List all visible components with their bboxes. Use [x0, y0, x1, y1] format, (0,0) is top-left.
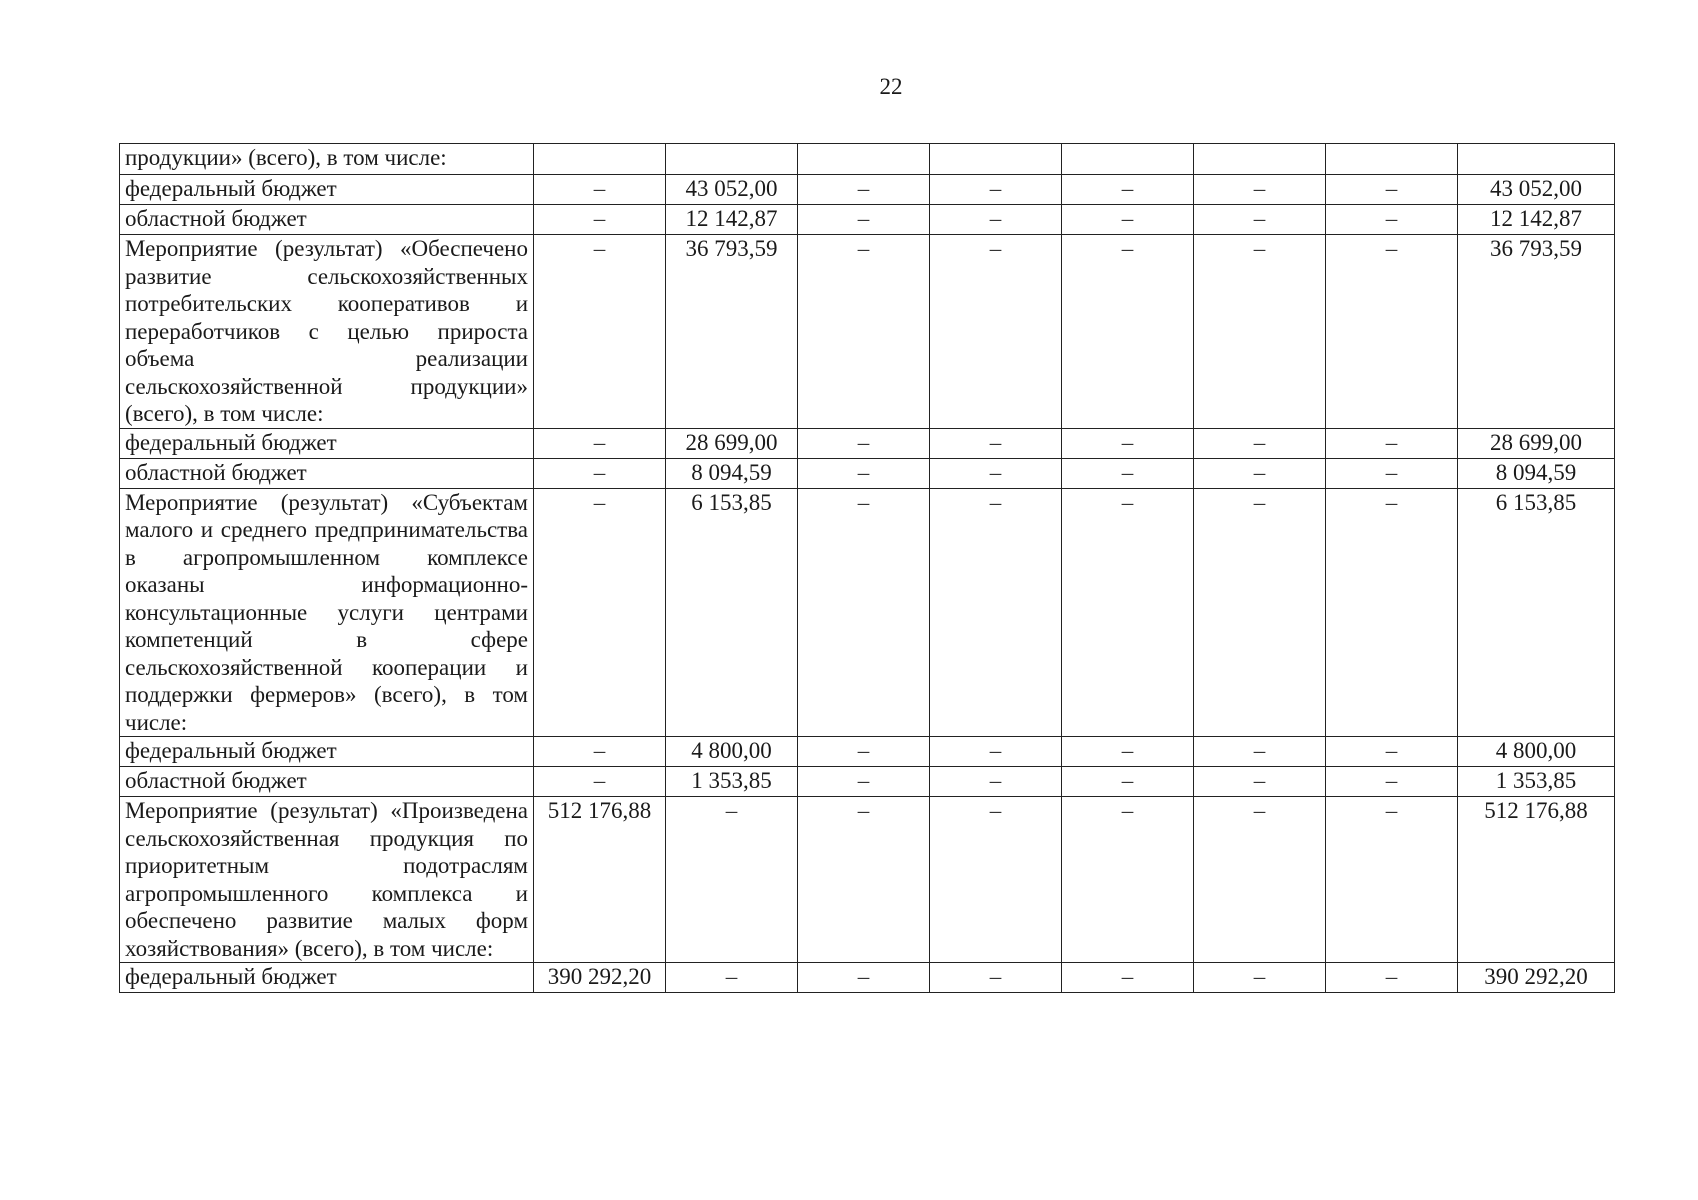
year-value-cell: –	[1326, 488, 1458, 737]
year-value-cell: –	[1194, 205, 1326, 235]
year-value-cell: –	[1062, 428, 1194, 458]
year-value-cell	[666, 144, 798, 175]
year-value-cell: –	[930, 488, 1062, 737]
row-label-cell: федеральный бюджет	[120, 963, 534, 993]
year-value-cell: –	[1062, 235, 1194, 429]
year-value-cell: –	[1062, 175, 1194, 205]
year-value-cell: –	[1194, 458, 1326, 488]
total-value-cell	[1458, 144, 1615, 175]
year-value-cell: –	[798, 428, 930, 458]
year-value-cell: –	[1326, 737, 1458, 767]
total-value-cell: 28 699,00	[1458, 428, 1615, 458]
year-value-cell: –	[1194, 767, 1326, 797]
total-value-cell: 512 176,88	[1458, 797, 1615, 963]
year-value-cell	[930, 144, 1062, 175]
year-value-cell: 512 176,88	[534, 797, 666, 963]
year-value-cell: –	[798, 175, 930, 205]
year-value-cell: –	[1326, 458, 1458, 488]
year-value-cell: 36 793,59	[666, 235, 798, 429]
year-value-cell: 4 800,00	[666, 737, 798, 767]
row-label-cell: Мероприятие (результат) «Субъектам малого и среднего предпринимательства в агропромышленном комплексе оказаны информационно-консультационные услуги центрами компетенций в сфере сельскохозяйственной кооперации и поддержки фермеров» (всего), в том числе:	[120, 488, 534, 737]
year-value-cell: –	[1326, 205, 1458, 235]
year-value-cell	[1194, 144, 1326, 175]
year-value-cell: 390 292,20	[534, 963, 666, 993]
year-value-cell: –	[1326, 797, 1458, 963]
year-value-cell: –	[798, 488, 930, 737]
year-value-cell: –	[1326, 963, 1458, 993]
year-value-cell	[798, 144, 930, 175]
total-value-cell: 1 353,85	[1458, 767, 1615, 797]
year-value-cell: 28 699,00	[666, 428, 798, 458]
row-label-cell: федеральный бюджет	[120, 737, 534, 767]
year-value-cell: –	[930, 235, 1062, 429]
year-value-cell: 6 153,85	[666, 488, 798, 737]
year-value-cell: –	[534, 428, 666, 458]
year-value-cell: –	[666, 797, 798, 963]
table-row	[120, 175, 1615, 205]
row-label-cell: федеральный бюджет	[120, 428, 534, 458]
year-value-cell: –	[1194, 428, 1326, 458]
year-value-cell: –	[930, 737, 1062, 767]
year-value-cell: –	[930, 428, 1062, 458]
year-value-cell: –	[1062, 797, 1194, 963]
year-value-cell: –	[1062, 767, 1194, 797]
year-value-cell: –	[1194, 488, 1326, 737]
year-value-cell: –	[1194, 963, 1326, 993]
table-row	[120, 428, 1615, 458]
table-row	[120, 797, 1615, 963]
year-value-cell: 1 353,85	[666, 767, 798, 797]
year-value-cell: –	[534, 205, 666, 235]
year-value-cell: –	[1194, 175, 1326, 205]
year-value-cell	[534, 144, 666, 175]
table-row	[120, 737, 1615, 767]
year-value-cell: –	[1194, 737, 1326, 767]
row-label-cell: областной бюджет	[120, 205, 534, 235]
budget-table	[119, 143, 1615, 993]
year-value-cell: –	[534, 737, 666, 767]
total-value-cell: 390 292,20	[1458, 963, 1615, 993]
year-value-cell: –	[798, 205, 930, 235]
row-label-cell: федеральный бюджет	[120, 175, 534, 205]
year-value-cell: 43 052,00	[666, 175, 798, 205]
row-label-cell: Мероприятие (результат) «Обеспечено развитие сельскохозяйственных потребительских кооперативов и переработчиков с целью прироста объема реализации сельскохозяйственной продукции» (всего), в том числе:	[120, 235, 534, 429]
table-row	[120, 235, 1615, 429]
year-value-cell: –	[930, 963, 1062, 993]
year-value-cell: –	[930, 205, 1062, 235]
table-row	[120, 767, 1615, 797]
table-row	[120, 205, 1615, 235]
year-value-cell: 12 142,87	[666, 205, 798, 235]
year-value-cell: –	[1062, 458, 1194, 488]
year-value-cell: –	[534, 235, 666, 429]
row-label-cell: областной бюджет	[120, 458, 534, 488]
year-value-cell: –	[1326, 175, 1458, 205]
total-value-cell: 43 052,00	[1458, 175, 1615, 205]
year-value-cell: –	[1326, 767, 1458, 797]
total-value-cell: 6 153,85	[1458, 488, 1615, 737]
table-row	[120, 458, 1615, 488]
table-row	[120, 144, 1615, 175]
year-value-cell: –	[1326, 428, 1458, 458]
row-label-cell: Мероприятие (результат) «Произведена сельскохозяйственная продукция по приоритетным подотраслям агропромышленного комплекса и обеспечено развитие малых форм хозяйствования» (всего), в том числе:	[120, 797, 534, 963]
total-value-cell: 36 793,59	[1458, 235, 1615, 429]
year-value-cell: –	[666, 963, 798, 993]
year-value-cell: –	[798, 963, 930, 993]
year-value-cell: –	[798, 458, 930, 488]
year-value-cell: –	[930, 797, 1062, 963]
year-value-cell: 8 094,59	[666, 458, 798, 488]
total-value-cell: 4 800,00	[1458, 737, 1615, 767]
year-value-cell: –	[534, 175, 666, 205]
year-value-cell: –	[930, 767, 1062, 797]
year-value-cell: –	[534, 458, 666, 488]
year-value-cell: –	[1062, 737, 1194, 767]
row-label-cell: областной бюджет	[120, 767, 534, 797]
year-value-cell: –	[1062, 488, 1194, 737]
year-value-cell: –	[930, 175, 1062, 205]
year-value-cell: –	[798, 737, 930, 767]
page-number: 22	[879, 74, 903, 99]
year-value-cell: –	[534, 488, 666, 737]
total-value-cell: 12 142,87	[1458, 205, 1615, 235]
row-label-cell: продукции» (всего), в том числе:	[120, 144, 534, 175]
year-value-cell: –	[798, 767, 930, 797]
year-value-cell: –	[1194, 797, 1326, 963]
table-row	[120, 488, 1615, 737]
year-value-cell: –	[1062, 963, 1194, 993]
year-value-cell: –	[534, 767, 666, 797]
year-value-cell: –	[798, 235, 930, 429]
year-value-cell: –	[930, 458, 1062, 488]
year-value-cell	[1326, 144, 1458, 175]
total-value-cell: 8 094,59	[1458, 458, 1615, 488]
year-value-cell: –	[1194, 235, 1326, 429]
table-row	[120, 963, 1615, 993]
year-value-cell: –	[1062, 205, 1194, 235]
year-value-cell	[1062, 144, 1194, 175]
year-value-cell: –	[1326, 235, 1458, 429]
year-value-cell: –	[798, 797, 930, 963]
